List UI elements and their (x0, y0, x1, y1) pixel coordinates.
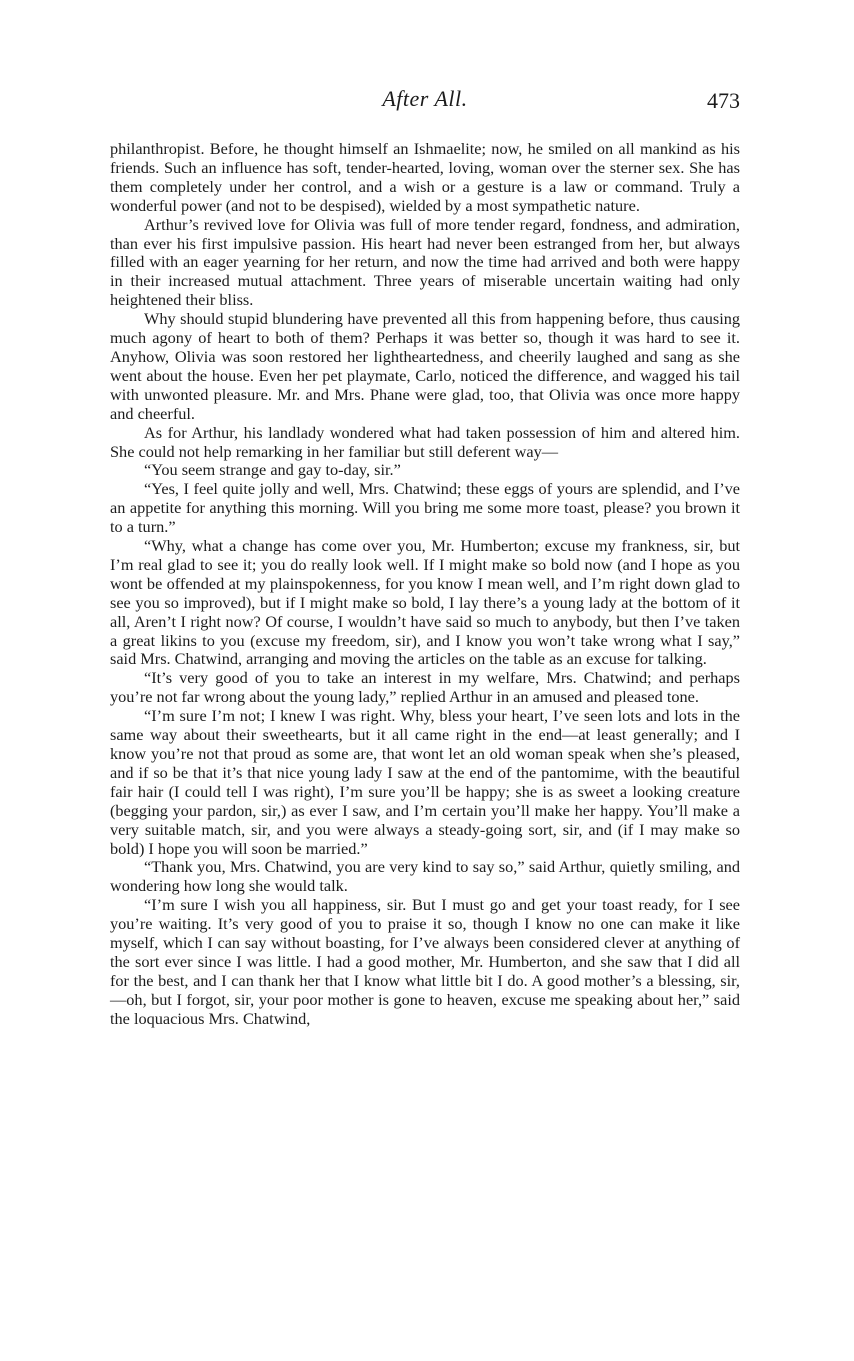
body-text (110, 140, 740, 1029)
running-title: After All. (382, 86, 468, 111)
paragraph: philanthropist. Before, he thought himself an Ishmaelite; now, he smiled on all mankind as his friends. Such an influence has soft, tender-hearted, loving, woman over the sterner sex. She has them completely under her control, and a wish or a gesture is a law or command. Truly a wonderful power (and not to be despised), wielded by a most sympathetic nature. (110, 139, 740, 215)
paragraph: “Why, what a change has come over you, Mr. Humberton; excuse my frankness, sir, but I’m real glad to see it; you do really look well. If I might make so bold now (and I hope as you wont be offended at my plainspokenness, for you know I mean well, and I’m right down glad to see you so improved), but if I might make so bold, I lay there’s a young lady at the bottom of it all, Aren’t I right now? Of course, I wouldn’t have said so much to anybody, but then I’ve taken a great likins to you (excuse my freedom, sir), and I know you won’t take wrong what I say,” said Mrs. Chatwind, arranging and moving the articles on the table as an excuse for talking. (110, 536, 740, 669)
paragraph: “I’m sure I’m not; I knew I was right. Why, bless your heart, I’ve seen lots and lots in the same way about their sweethearts, but it all came right in the end—at least generally; and I know you’re not that proud as some are, that wont let an old woman speak when she’s pleased, and if so be that it’s that nice young lady I saw at the end of the pantomime, with the beautiful fair hair (I could tell I was right), I’m sure you’ll be happy; she is as sweet a looking creature (begging your pardon, sir,) as ever I saw, and I’m certain you’ll make her happy. You’ll make a very suitable match, sir, and you were always a steady-going sort, sir, and (if I may make so bold) I hope you will soon be married.” (110, 706, 740, 858)
page-header (110, 86, 740, 126)
paragraph: As for Arthur, his landlady wondered what had taken possession of him and altered him. She could not help remarking in her familiar but still deferent way— (110, 422, 740, 461)
paragraph: “It’s very good of you to take an interest in my welfare, Mrs. Chatwind; and perhaps you’re not far wrong about the young lady,” replied Arthur in an amused and pleased tone. (110, 668, 740, 707)
paragraph: “I’m sure I wish you all happiness, sir. But I must go and get your toast ready, for I see you’re waiting. It’s very good of you to praise it so, though I know no one can make it like myself, which I can say without boasting, for I’ve always been considered clever at anything of the sort ever since I was little. I had a good mother, Mr. Humberton, and she saw that I did all for the best, and I can thank her that I know what little bit I do. A good mother’s a blessing, sir,—oh, but I forgot, sir, your poor mother is gone to heaven, excuse me speaking about her,” said the loquacious Mrs. Chatwind, (110, 895, 740, 1028)
paragraph: Arthur’s revived love for Olivia was full of more tender regard, fondness, and admiration, than ever his first impulsive passion. His heart had never been estranged from her, but always filled with an eager yearning for her return, and now the time had arrived and both were happy in their increased mutual attachment. Three years of miserable uncertain waiting had only heightened their bliss. (110, 214, 740, 310)
paragraph: “Yes, I feel quite jolly and well, Mrs. Chatwind; these eggs of yours are splendid, and I’ve an appetite for anything this morning. Will you bring me some more toast, please? you brown it to a turn.” (110, 479, 740, 537)
paragraph: “You seem strange and gay to-day, sir.” (144, 460, 401, 480)
page-number: 473 (707, 88, 740, 113)
paragraph: Why should stupid blundering have prevented all this from happening before, thus causing much agony of heart to both of them? Perhaps it was better so, though it was hard to see it. Anyhow, Olivia was soon restored her lightheartedness, and cheerily laughed and sang as she went about the house. Even her pet playmate, Carlo, noticed the difference, and wagged his tail with unwonted pleasure. Mr. and Mrs. Phane were glad, too, that Olivia was once more happy and cheerful. (110, 309, 740, 423)
paragraph: “Thank you, Mrs. Chatwind, you are very kind to say so,” said Arthur, quietly smiling, and wondering how long she would talk. (110, 857, 740, 896)
